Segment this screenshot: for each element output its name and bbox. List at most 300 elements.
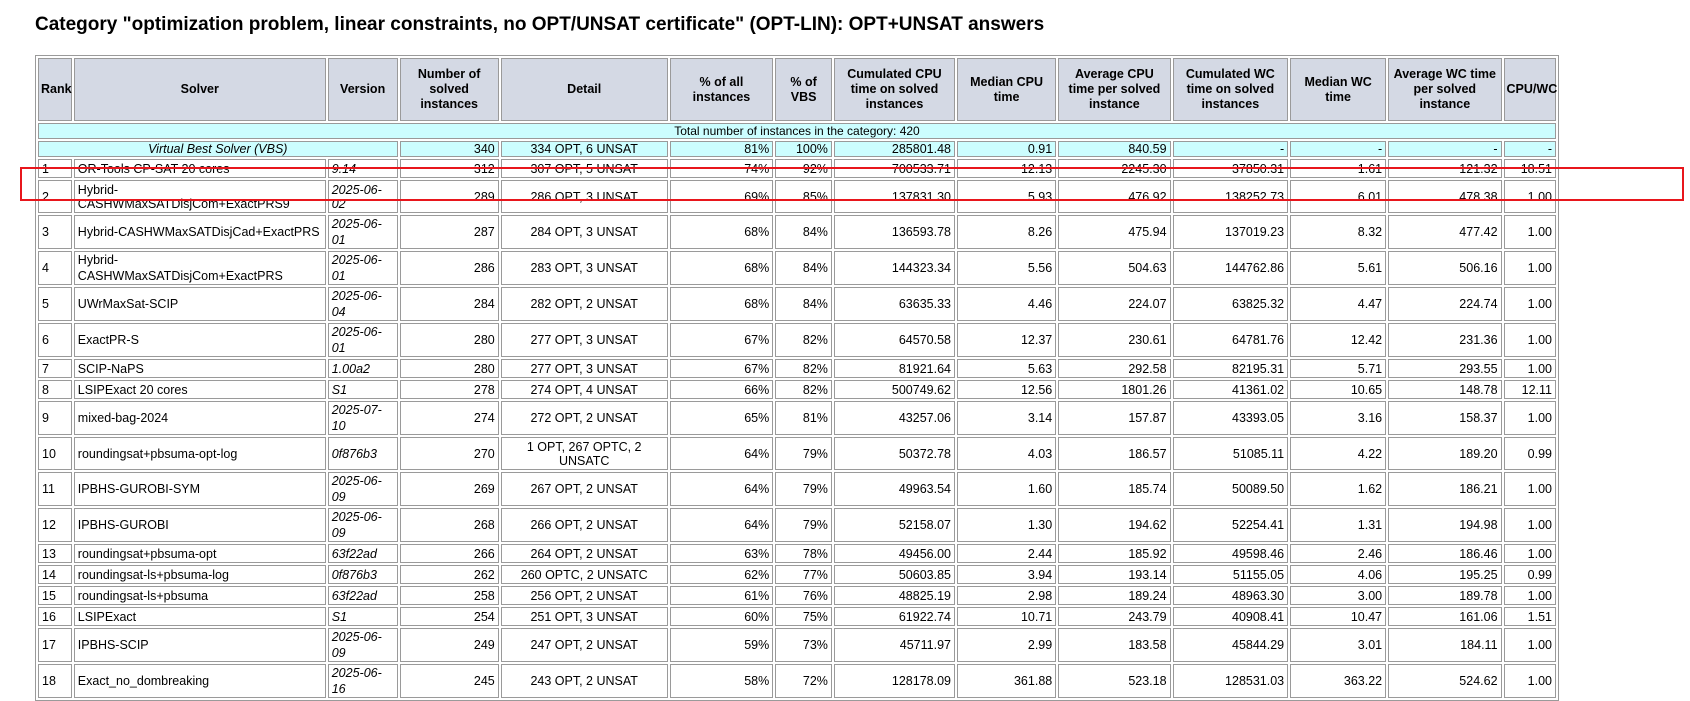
cell-rank: 9 xyxy=(38,401,72,435)
cell-detail: 260 OPTC, 2 UNSATC xyxy=(501,565,668,584)
cell-pct-vbs: 84% xyxy=(775,215,832,249)
table-row xyxy=(38,215,1556,249)
cell-avg-wc: 186.21 xyxy=(1388,472,1501,506)
cell-pct-all: 63% xyxy=(670,544,774,563)
cell-solved: 268 xyxy=(400,508,499,542)
cell-med-cpu: 361.88 xyxy=(957,664,1056,698)
cell-version: 2025-06-09 xyxy=(328,508,398,542)
cell-detail: 284 OPT, 3 UNSAT xyxy=(501,215,668,249)
cell-cum-cpu: 500749.62 xyxy=(834,380,955,399)
table-row xyxy=(38,323,1556,357)
cell-version: 0f876b3 xyxy=(328,437,398,470)
cell-version: 2025-06-01 xyxy=(328,323,398,357)
cell-avg-cpu: 504.63 xyxy=(1058,251,1170,285)
cell-rank: 4 xyxy=(38,251,72,285)
cell-cpu-wc: 0.99 xyxy=(1504,437,1556,470)
cell-med-cpu: 5.56 xyxy=(957,251,1056,285)
results-table-container[interactable] xyxy=(35,55,1559,696)
cell-cum-cpu: 50603.85 xyxy=(834,565,955,584)
cell-cum-cpu: 136593.78 xyxy=(834,215,955,249)
cell-avg-wc: 158.37 xyxy=(1388,401,1501,435)
cell-med-wc: 363.22 xyxy=(1290,664,1386,698)
table-row xyxy=(38,565,1556,584)
table-row xyxy=(38,544,1556,563)
cell-cum-cpu: 700533.71 xyxy=(834,159,955,178)
total-instances-cell: Total number of instances in the category: 420 xyxy=(38,123,1556,139)
header-med-wc: Median WC time xyxy=(1290,58,1386,121)
table-row xyxy=(38,472,1556,506)
cell-solver: LSIPExact xyxy=(74,607,326,626)
vbs-name: Virtual Best Solver (VBS) xyxy=(38,141,398,157)
cell-solver: IPBHS-SCIP xyxy=(74,628,326,662)
cell-cum-wc: 48963.30 xyxy=(1173,586,1289,605)
cell-med-cpu: 12.37 xyxy=(957,323,1056,357)
cell-med-cpu: 4.03 xyxy=(957,437,1056,470)
cell-pct-all: 61% xyxy=(670,586,774,605)
cell-pct-all: 64% xyxy=(670,508,774,542)
cell-solver: roundingsat-ls+pbsuma xyxy=(74,586,326,605)
cell-version: 2025-07-10 xyxy=(328,401,398,435)
cell-cpu-wc: 1.00 xyxy=(1504,544,1556,563)
cell-pct-all: 65% xyxy=(670,401,774,435)
cell-med-wc: 10.65 xyxy=(1290,380,1386,399)
cell-detail: 277 OPT, 3 UNSAT xyxy=(501,323,668,357)
header-row xyxy=(38,58,1556,121)
cell-med-cpu: 1.30 xyxy=(957,508,1056,542)
cell-med-wc: 1.61 xyxy=(1290,159,1386,178)
cell-detail: 243 OPT, 2 UNSAT xyxy=(501,664,668,698)
cell-detail: 282 OPT, 2 UNSAT xyxy=(501,287,668,321)
cell-avg-wc: 186.46 xyxy=(1388,544,1501,563)
cell-solver: IPBHS-GUROBI-SYM xyxy=(74,472,326,506)
cell-solver: Hybrid-CASHWMaxSATDisjCom+ExactPRS9 xyxy=(74,180,326,213)
cell-cum-wc: 49598.46 xyxy=(1173,544,1289,563)
cell-pct-all: 68% xyxy=(670,215,774,249)
cell-rank: 6 xyxy=(38,323,72,357)
vbs-med-wc: - xyxy=(1290,141,1386,157)
cell-solved: 266 xyxy=(400,544,499,563)
cell-med-wc: 2.46 xyxy=(1290,544,1386,563)
cell-cum-wc: 43393.05 xyxy=(1173,401,1289,435)
cell-rank: 8 xyxy=(38,380,72,399)
table-row xyxy=(38,180,1556,213)
cell-pct-vbs: 79% xyxy=(775,508,832,542)
cell-cum-cpu: 81921.64 xyxy=(834,359,955,378)
header-rank: Rank xyxy=(38,58,72,121)
cell-avg-cpu: 475.94 xyxy=(1058,215,1170,249)
cell-version: 2025-06-01 xyxy=(328,215,398,249)
cell-pct-all: 58% xyxy=(670,664,774,698)
cell-cpu-wc: 1.00 xyxy=(1504,287,1556,321)
cell-rank: 3 xyxy=(38,215,72,249)
cell-cum-cpu: 49456.00 xyxy=(834,544,955,563)
total-row xyxy=(38,123,1556,139)
cell-solver: Exact_no_dombreaking xyxy=(74,664,326,698)
cell-avg-cpu: 185.74 xyxy=(1058,472,1170,506)
cell-rank: 18 xyxy=(38,664,72,698)
header-cum-wc: Cumulated WC time on solved instances xyxy=(1173,58,1289,121)
cell-cum-wc: 63825.32 xyxy=(1173,287,1289,321)
header-med-cpu: Median CPU time xyxy=(957,58,1056,121)
cell-cum-wc: 82195.31 xyxy=(1173,359,1289,378)
cell-pct-all: 67% xyxy=(670,323,774,357)
cell-cpu-wc: 1.00 xyxy=(1504,251,1556,285)
cell-avg-cpu: 183.58 xyxy=(1058,628,1170,662)
cell-med-cpu: 4.46 xyxy=(957,287,1056,321)
cell-avg-cpu: 185.92 xyxy=(1058,544,1170,563)
cell-avg-wc: 148.78 xyxy=(1388,380,1501,399)
cell-med-wc: 12.42 xyxy=(1290,323,1386,357)
cell-rank: 2 xyxy=(38,180,72,213)
cell-cpu-wc: 1.00 xyxy=(1504,508,1556,542)
cell-solved: 284 xyxy=(400,287,499,321)
cell-solved: 287 xyxy=(400,215,499,249)
cell-solved: 280 xyxy=(400,323,499,357)
cell-cpu-wc: 1.00 xyxy=(1504,180,1556,213)
cell-rank: 12 xyxy=(38,508,72,542)
cell-med-wc: 4.22 xyxy=(1290,437,1386,470)
vbs-med-cpu: 0.91 xyxy=(957,141,1056,157)
cell-pct-vbs: 84% xyxy=(775,251,832,285)
cell-rank: 14 xyxy=(38,565,72,584)
cell-med-wc: 5.71 xyxy=(1290,359,1386,378)
cell-detail: 274 OPT, 4 UNSAT xyxy=(501,380,668,399)
vbs-avg-cpu: 840.59 xyxy=(1058,141,1170,157)
cell-rank: 13 xyxy=(38,544,72,563)
cell-version: 2025-06-16 xyxy=(328,664,398,698)
cell-avg-cpu: 476.92 xyxy=(1058,180,1170,213)
cell-solved: 245 xyxy=(400,664,499,698)
cell-med-wc: 6.01 xyxy=(1290,180,1386,213)
cell-med-cpu: 5.93 xyxy=(957,180,1056,213)
cell-pct-vbs: 73% xyxy=(775,628,832,662)
header-solver: Solver xyxy=(74,58,326,121)
cell-avg-wc: 121.32 xyxy=(1388,159,1501,178)
cell-avg-wc: 161.06 xyxy=(1388,607,1501,626)
cell-med-cpu: 12.56 xyxy=(957,380,1056,399)
cell-avg-wc: 506.16 xyxy=(1388,251,1501,285)
table-row xyxy=(38,380,1556,399)
cell-med-cpu: 2.44 xyxy=(957,544,1056,563)
cell-cpu-wc: 1.00 xyxy=(1504,586,1556,605)
table-row xyxy=(38,586,1556,605)
cell-cum-wc: 51085.11 xyxy=(1173,437,1289,470)
table-row xyxy=(38,251,1556,285)
cell-solved: 258 xyxy=(400,586,499,605)
cell-avg-cpu: 194.62 xyxy=(1058,508,1170,542)
cell-solver: IPBHS-GUROBI xyxy=(74,508,326,542)
header-version: Version xyxy=(328,58,398,121)
cell-solved: 269 xyxy=(400,472,499,506)
header-pct-all: % of all instances xyxy=(670,58,774,121)
cell-pct-all: 67% xyxy=(670,359,774,378)
cell-med-wc: 4.06 xyxy=(1290,565,1386,584)
table-row xyxy=(38,508,1556,542)
vbs-cum-cpu: 285801.48 xyxy=(834,141,955,157)
cell-detail: 256 OPT, 2 UNSAT xyxy=(501,586,668,605)
cell-pct-vbs: 72% xyxy=(775,664,832,698)
cell-cpu-wc: 0.99 xyxy=(1504,565,1556,584)
cell-med-wc: 3.00 xyxy=(1290,586,1386,605)
cell-cum-wc: 50089.50 xyxy=(1173,472,1289,506)
cell-avg-cpu: 243.79 xyxy=(1058,607,1170,626)
cell-rank: 17 xyxy=(38,628,72,662)
cell-solver: ExactPR-S xyxy=(74,323,326,357)
cell-solved: 278 xyxy=(400,380,499,399)
cell-detail: 283 OPT, 3 UNSAT xyxy=(501,251,668,285)
cell-cum-wc: 51155.05 xyxy=(1173,565,1289,584)
cell-med-cpu: 5.63 xyxy=(957,359,1056,378)
header-avg-cpu: Average CPU time per solved instance xyxy=(1058,58,1170,121)
cell-pct-vbs: 76% xyxy=(775,586,832,605)
cell-cpu-wc: 12.11 xyxy=(1504,380,1556,399)
cell-avg-wc: 184.11 xyxy=(1388,628,1501,662)
cell-med-wc: 4.47 xyxy=(1290,287,1386,321)
cell-detail: 286 OPT, 3 UNSAT xyxy=(501,180,668,213)
cell-version: 63f22ad xyxy=(328,544,398,563)
cell-avg-cpu: 292.58 xyxy=(1058,359,1170,378)
cell-med-cpu: 3.14 xyxy=(957,401,1056,435)
header-avg-wc: Average WC time per solved instance xyxy=(1388,58,1501,121)
cell-version: 2025-06-02 xyxy=(328,180,398,213)
cell-pct-all: 60% xyxy=(670,607,774,626)
results-table xyxy=(35,55,1559,701)
cell-solver: SCIP-NaPS xyxy=(74,359,326,378)
cell-cum-cpu: 49963.54 xyxy=(834,472,955,506)
cell-cpu-wc: 1.51 xyxy=(1504,607,1556,626)
cell-rank: 10 xyxy=(38,437,72,470)
cell-rank: 16 xyxy=(38,607,72,626)
cell-avg-cpu: 2245.30 xyxy=(1058,159,1170,178)
cell-cpu-wc: 1.00 xyxy=(1504,628,1556,662)
cell-solved: 289 xyxy=(400,180,499,213)
cell-pct-vbs: 84% xyxy=(775,287,832,321)
page-title: Category "optimization problem, linear constraints, no OPT/UNSAT certificate" (OPT-LIN): OPT+UNSAT answers xyxy=(35,14,1045,35)
cell-version: 1.00a2 xyxy=(328,359,398,378)
cell-pct-vbs: 77% xyxy=(775,565,832,584)
cell-solved: 249 xyxy=(400,628,499,662)
vbs-detail: 334 OPT, 6 UNSAT xyxy=(501,141,668,157)
cell-avg-cpu: 224.07 xyxy=(1058,287,1170,321)
cell-solved: 262 xyxy=(400,565,499,584)
cell-avg-cpu: 230.61 xyxy=(1058,323,1170,357)
cell-med-cpu: 2.99 xyxy=(957,628,1056,662)
cell-pct-vbs: 78% xyxy=(775,544,832,563)
header-solved: Number of solved instances xyxy=(400,58,499,121)
cell-cum-wc: 128531.03 xyxy=(1173,664,1289,698)
cell-detail: 272 OPT, 2 UNSAT xyxy=(501,401,668,435)
cell-cum-cpu: 128178.09 xyxy=(834,664,955,698)
cell-detail: 1 OPT, 267 OPTC, 2 UNSATC xyxy=(501,437,668,470)
cell-avg-wc: 195.25 xyxy=(1388,565,1501,584)
cell-solver: LSIPExact 20 cores xyxy=(74,380,326,399)
cell-pct-all: 62% xyxy=(670,565,774,584)
vbs-pct-vbs: 100% xyxy=(775,141,832,157)
cell-solver: Hybrid-CASHWMaxSATDisjCom+ExactPRS xyxy=(74,251,326,285)
cell-pct-all: 64% xyxy=(670,437,774,470)
cell-pct-vbs: 85% xyxy=(775,180,832,213)
cell-cum-wc: 144762.86 xyxy=(1173,251,1289,285)
cell-pct-all: 74% xyxy=(670,159,774,178)
cell-cum-wc: 45844.29 xyxy=(1173,628,1289,662)
cell-pct-vbs: 82% xyxy=(775,359,832,378)
vbs-row xyxy=(38,141,1556,157)
cell-avg-wc: 189.20 xyxy=(1388,437,1501,470)
vbs-solved: 340 xyxy=(400,141,499,157)
cell-cum-cpu: 48825.19 xyxy=(834,586,955,605)
cell-cum-cpu: 45711.97 xyxy=(834,628,955,662)
cell-avg-cpu: 157.87 xyxy=(1058,401,1170,435)
cell-med-wc: 5.61 xyxy=(1290,251,1386,285)
cell-med-cpu: 12.13 xyxy=(957,159,1056,178)
cell-version: 2025-06-01 xyxy=(328,251,398,285)
cell-detail: 251 OPT, 3 UNSAT xyxy=(501,607,668,626)
cell-cum-wc: 37850.31 xyxy=(1173,159,1289,178)
cell-solver: UWrMaxSat-SCIP xyxy=(74,287,326,321)
cell-solved: 286 xyxy=(400,251,499,285)
cell-avg-wc: 189.78 xyxy=(1388,586,1501,605)
cell-detail: 277 OPT, 3 UNSAT xyxy=(501,359,668,378)
header-pct-vbs: % of VBS xyxy=(775,58,832,121)
cell-med-cpu: 3.94 xyxy=(957,565,1056,584)
cell-med-cpu: 1.60 xyxy=(957,472,1056,506)
cell-solved: 280 xyxy=(400,359,499,378)
cell-pct-vbs: 82% xyxy=(775,323,832,357)
cell-pct-vbs: 82% xyxy=(775,380,832,399)
cell-cpu-wc: 1.00 xyxy=(1504,215,1556,249)
vbs-cpu-wc: - xyxy=(1504,141,1556,157)
table-row xyxy=(38,628,1556,662)
cell-med-cpu: 10.71 xyxy=(957,607,1056,626)
cell-detail: 307 OPT, 5 UNSAT xyxy=(501,159,668,178)
cell-cum-cpu: 64570.58 xyxy=(834,323,955,357)
cell-avg-cpu: 1801.26 xyxy=(1058,380,1170,399)
cell-version: 2025-06-09 xyxy=(328,472,398,506)
cell-solver: roundingsat-ls+pbsuma-log xyxy=(74,565,326,584)
cell-avg-wc: 224.74 xyxy=(1388,287,1501,321)
vbs-pct-all: 81% xyxy=(670,141,774,157)
cell-avg-wc: 524.62 xyxy=(1388,664,1501,698)
cell-med-wc: 10.47 xyxy=(1290,607,1386,626)
cell-rank: 15 xyxy=(38,586,72,605)
cell-cum-cpu: 50372.78 xyxy=(834,437,955,470)
cell-cpu-wc: 1.00 xyxy=(1504,401,1556,435)
header-detail: Detail xyxy=(501,58,668,121)
cell-solver: OR-Tools CP-SAT 20 cores xyxy=(74,159,326,178)
cell-cpu-wc: 1.00 xyxy=(1504,359,1556,378)
cell-cum-cpu: 144323.34 xyxy=(834,251,955,285)
cell-avg-wc: 194.98 xyxy=(1388,508,1501,542)
cell-version: S1 xyxy=(328,380,398,399)
cell-detail: 267 OPT, 2 UNSAT xyxy=(501,472,668,506)
cell-rank: 11 xyxy=(38,472,72,506)
table-row xyxy=(38,664,1556,698)
cell-cum-cpu: 43257.06 xyxy=(834,401,955,435)
cell-avg-wc: 231.36 xyxy=(1388,323,1501,357)
cell-pct-vbs: 79% xyxy=(775,472,832,506)
cell-pct-all: 66% xyxy=(670,380,774,399)
cell-version: 2025-06-09 xyxy=(328,628,398,662)
cell-med-cpu: 2.98 xyxy=(957,586,1056,605)
cell-solved: 312 xyxy=(400,159,499,178)
header-cum-cpu: Cumulated CPU time on solved instances xyxy=(834,58,955,121)
cell-cum-wc: 138252.73 xyxy=(1173,180,1289,213)
cell-avg-cpu: 523.18 xyxy=(1058,664,1170,698)
cell-med-wc: 8.32 xyxy=(1290,215,1386,249)
cell-med-wc: 3.16 xyxy=(1290,401,1386,435)
cell-avg-wc: 293.55 xyxy=(1388,359,1501,378)
cell-detail: 266 OPT, 2 UNSAT xyxy=(501,508,668,542)
table-row xyxy=(38,607,1556,626)
cell-pct-vbs: 92% xyxy=(775,159,832,178)
cell-solved: 254 xyxy=(400,607,499,626)
cell-cpu-wc: 18.51 xyxy=(1504,159,1556,178)
cell-cpu-wc: 1.00 xyxy=(1504,472,1556,506)
cell-pct-all: 69% xyxy=(670,180,774,213)
cell-solved: 274 xyxy=(400,401,499,435)
cell-med-wc: 1.31 xyxy=(1290,508,1386,542)
table-row xyxy=(38,401,1556,435)
cell-version: 0f876b3 xyxy=(328,565,398,584)
cell-cum-wc: 52254.41 xyxy=(1173,508,1289,542)
cell-rank: 7 xyxy=(38,359,72,378)
cell-pct-all: 64% xyxy=(670,472,774,506)
cell-pct-all: 59% xyxy=(670,628,774,662)
cell-version: 9.14 xyxy=(328,159,398,178)
table-row xyxy=(38,437,1556,470)
cell-detail: 247 OPT, 2 UNSAT xyxy=(501,628,668,662)
cell-pct-all: 68% xyxy=(670,287,774,321)
cell-cpu-wc: 1.00 xyxy=(1504,323,1556,357)
cell-cum-cpu: 61922.74 xyxy=(834,607,955,626)
cell-cum-wc: 40908.41 xyxy=(1173,607,1289,626)
cell-avg-wc: 477.42 xyxy=(1388,215,1501,249)
cell-solved: 270 xyxy=(400,437,499,470)
cell-detail: 264 OPT, 2 UNSAT xyxy=(501,544,668,563)
cell-pct-vbs: 75% xyxy=(775,607,832,626)
header-cpu-wc: CPU/WC xyxy=(1504,58,1556,121)
cell-avg-wc: 478.38 xyxy=(1388,180,1501,213)
cell-cum-cpu: 52158.07 xyxy=(834,508,955,542)
cell-version: S1 xyxy=(328,607,398,626)
cell-solver: roundingsat+pbsuma-opt-log xyxy=(74,437,326,470)
cell-solver: Hybrid-CASHWMaxSATDisjCad+ExactPRS xyxy=(74,215,326,249)
cell-pct-vbs: 79% xyxy=(775,437,832,470)
cell-cum-wc: 41361.02 xyxy=(1173,380,1289,399)
cell-pct-vbs: 81% xyxy=(775,401,832,435)
cell-version: 2025-06-04 xyxy=(328,287,398,321)
cell-solver: roundingsat+pbsuma-opt xyxy=(74,544,326,563)
cell-med-wc: 3.01 xyxy=(1290,628,1386,662)
cell-avg-cpu: 186.57 xyxy=(1058,437,1170,470)
cell-cum-cpu: 137831.30 xyxy=(834,180,955,213)
cell-rank: 5 xyxy=(38,287,72,321)
table-row xyxy=(38,287,1556,321)
cell-cum-cpu: 63635.33 xyxy=(834,287,955,321)
table-row xyxy=(38,359,1556,378)
table-row xyxy=(38,159,1556,178)
cell-med-wc: 1.62 xyxy=(1290,472,1386,506)
cell-cum-wc: 137019.23 xyxy=(1173,215,1289,249)
vbs-avg-wc: - xyxy=(1388,141,1501,157)
cell-med-cpu: 8.26 xyxy=(957,215,1056,249)
cell-rank: 1 xyxy=(38,159,72,178)
cell-cpu-wc: 1.00 xyxy=(1504,664,1556,698)
cell-avg-cpu: 189.24 xyxy=(1058,586,1170,605)
cell-version: 63f22ad xyxy=(328,586,398,605)
cell-pct-all: 68% xyxy=(670,251,774,285)
cell-solver: mixed-bag-2024 xyxy=(74,401,326,435)
